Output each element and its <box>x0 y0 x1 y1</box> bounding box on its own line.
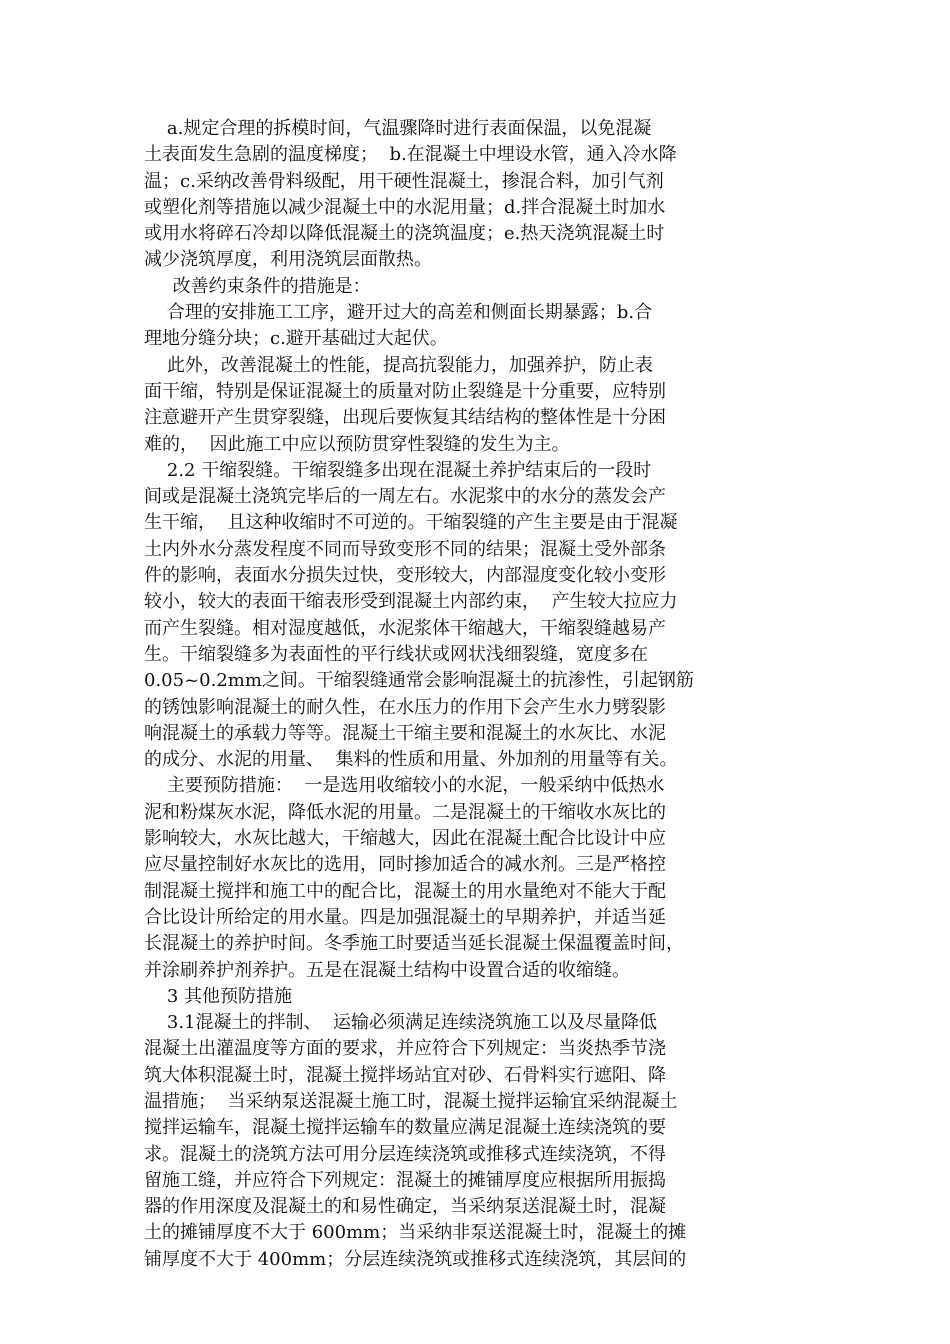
text-line: 生干缩， 且这种收缩时不可逆的。干缩裂缝的产生主要是由于混凝 <box>144 512 678 534</box>
text-line: 器的作用深度及混凝土的和易性确定，当采纳泵送混凝土时，混凝 <box>144 1196 666 1218</box>
text-line: 响混凝土的承载力等等。混凝土干缩主要和混凝土的水灰比、水泥 <box>144 722 666 744</box>
text-line: 铺厚度不大于 400mm；分层连续浇筑或推移式连续浇筑，其层间的 <box>144 1248 687 1270</box>
text-line: a.规定合理的拆模时间，气温骤降时进行表面保温，以免混凝 <box>144 118 652 139</box>
text-line: 生。干缩裂缝多为表面性的平行线状或网状浅细裂缝，宽度多在 <box>144 643 648 665</box>
text-line: 合理的安排施工工序，避开过大的高差和侧面长期暴露；b.合 <box>144 302 653 324</box>
text-line: 或塑化剂等措施以减少混凝土中的水泥用量；d.拌合混凝土时加水 <box>144 196 666 218</box>
text-line: 主要预防措施： 一是选用收缩较小的水泥，一般采纳中低热水 <box>144 775 665 797</box>
text-line: 间或是混凝土浇筑完毕后的一周左右。水泥浆中的水分的蒸发会产 <box>144 486 666 508</box>
text-line: 难的， 因此施工中应以预防贯穿性裂缝的发生为主。 <box>144 433 570 455</box>
text-line: 3.1混凝土的拌制、 运输必须满足连续浇筑施工以及尽量降低 <box>144 1012 657 1034</box>
text-line: 搅拌运输车，混凝土搅拌运输车的数量应满足混凝土连续浇筑的要 <box>144 1117 666 1139</box>
text-line: 温措施； 当采纳泵送混凝土施工时，混凝土搅拌运输宜采纳混凝土 <box>144 1090 678 1112</box>
text-line: 求。混凝土的浇筑方法可用分层连续浇筑或推移式连续浇筑，不得 <box>144 1143 666 1165</box>
text-line: 混凝土出灌温度等方面的要求，并应符合下列规定：当炎热季节浇 <box>144 1038 666 1060</box>
text-line: 较小，较大的表面干缩表形受到混凝土内部约束， 产生较大拉应力 <box>144 591 678 613</box>
text-line: 并涂刷养护剂养护。五是在混凝土结构中设置合适的收缩缝。 <box>144 959 630 981</box>
text-line: 而产生裂缝。相对湿度越低，水泥浆体干缩越大，干缩裂缝越易产 <box>144 617 666 639</box>
text-line: 制混凝土搅拌和施工中的配合比，混凝土的用水量绝对不能大于配 <box>144 880 666 902</box>
text-line: 筑大体积混凝土时，混凝土搅拌场站宜对砂、石骨料实行遮阳、降 <box>144 1064 666 1086</box>
text-line: 影响较大，水灰比越大，干缩越大，因此在混凝土配合比设计中应 <box>144 828 666 850</box>
text-line: 减少浇筑厚度，利用浇筑层面散热。 <box>144 249 432 271</box>
text-line: 或用水将碎石冷却以降低混凝土的浇筑温度；e.热天浇筑混凝土时 <box>144 223 665 245</box>
text-line: 的锈蚀影响混凝土的耐久性，在水压力的作用下会产生水力劈裂影 <box>144 696 666 718</box>
text-line: 改善约束条件的措施是： <box>144 275 371 297</box>
text-line: 0.05~0.2mm之间。干缩裂缝通常会影响混凝土的抗渗性，引起钢筋 <box>144 670 694 692</box>
text-line: 留施工缝，并应符合下列规定：混凝土的摊铺厚度应根据所用振捣 <box>144 1169 666 1191</box>
text-line: 土表面发生急剧的温度梯度； b.在混凝土中埋设水管，通入冷水降 <box>144 144 677 166</box>
text-line: 2.2 干缩裂缝。干缩裂缝多出现在混凝土养护结束后的一段时 <box>144 459 652 481</box>
text-line: 土的摊铺厚度不大于 600mm；当采纳非泵送混凝土时，混凝土的摊 <box>144 1222 687 1244</box>
text-line: 此外，改善混凝土的性能，提高抗裂能力，加强养护，防止表 <box>144 354 653 376</box>
text-line: 合比设计所给定的用水量。四是加强混凝土的早期养护，并适当延 <box>144 906 666 928</box>
text-line: 长混凝土的养护时间。冬季施工时要适当延长混凝土保温覆盖时间， <box>144 933 684 955</box>
text-line: 应尽量控制好水灰比的选用，同时掺加适合的减水剂。三是严格控 <box>144 854 666 876</box>
text-line: 泥和粉煤灰水泥，降低水泥的用量。二是混凝土的干缩收水灰比的 <box>144 801 666 823</box>
text-line: 3 其他预防措施 <box>144 985 293 1007</box>
text-line: 温；c.采纳改善骨料级配，用干硬性混凝土，掺混合料，加引气剂 <box>144 170 664 192</box>
text-line: 件的影响，表面水分损失过快，变形较大，内部湿度变化较小变形 <box>144 565 666 587</box>
text-line: 的成分、水泥的用量、 集料的性质和用量、外加剂的用量等有关。 <box>144 749 678 771</box>
text-line: 面干缩，特别是保证混凝土的质量对防止裂缝是十分重要，应特别 <box>144 380 666 402</box>
body-text <box>144 116 816 1273</box>
text-line: 土内外水分蒸发程度不同而导致变形不同的结果；混凝土受外部条 <box>144 538 666 560</box>
text-line: 理地分缝分块；c.避开基础过大起伏。 <box>144 328 448 350</box>
text-line: 注意避开产生贯穿裂缝，出现后要恢复其结结构的整体性是十分困 <box>144 407 666 429</box>
